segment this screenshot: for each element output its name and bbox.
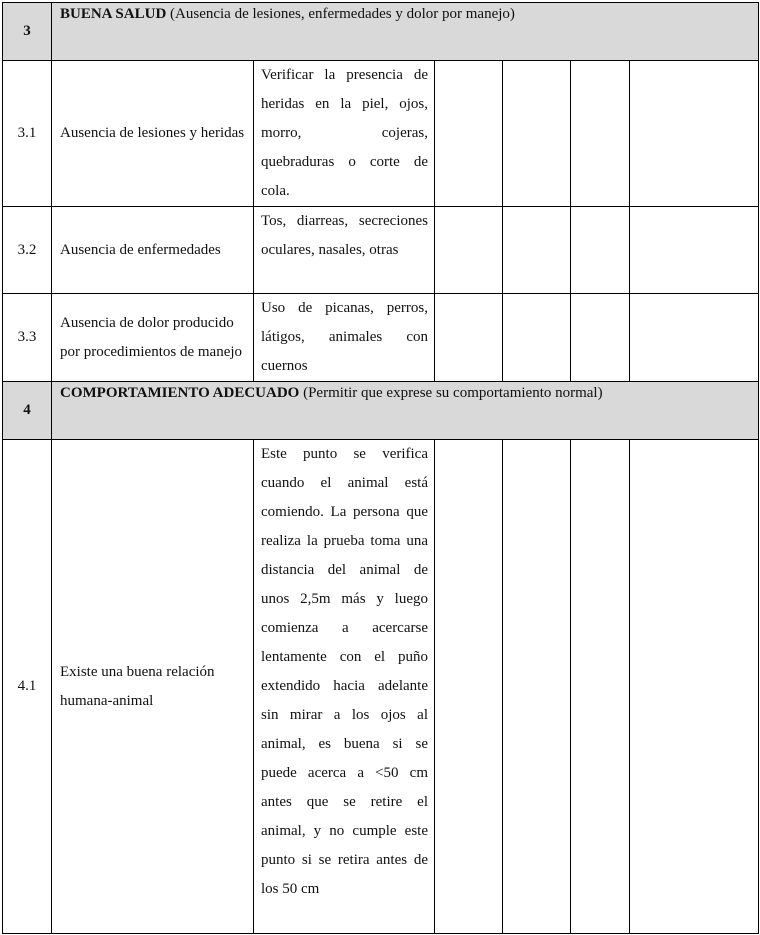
empty-cell [503,61,571,207]
empty-cell [435,207,503,294]
table-row [3,440,759,934]
empty-cell [571,440,630,934]
empty-cell [630,440,759,934]
empty-cell [435,294,503,382]
verification-cell: Uso de picanas, perros, látigos, animales con cuernos [254,294,435,382]
row-number: 3.2 [3,207,52,294]
section-title: COMPORTAMIENTO ADECUADO [60,385,300,401]
empty-cell [571,61,630,207]
assessment-table [2,2,759,934]
section-header-row [3,382,759,440]
section-title-cell [52,3,759,61]
empty-cell [435,440,503,934]
verification-cell: Este punto se verifica cuando el animal está comiendo. La persona que realiza la prueba toma una distancia del animal de unos 2,5m más y luego comienza a acercarse lentamente con el puño extendido hacia adelante sin mirar a los ojos al animal, es buena si se puede acerca a <50 cm antes que se retire el animal, y no cumple este punto si se retira antes de los 50 cm [254,440,435,934]
empty-cell [630,294,759,382]
section-subtitle: (Ausencia de lesiones, enfermedades y dolor por manejo) [170,6,515,22]
section-subtitle: (Permitir que exprese su comportamiento normal) [303,385,603,401]
table-row [3,61,759,207]
empty-cell [435,61,503,207]
section-title-cell [52,382,759,440]
empty-cell [571,207,630,294]
section-title: BUENA SALUD [60,6,167,22]
verification-cell: Tos, diarreas, secreciones oculares, nasales, otras [254,207,435,294]
section-header-row [3,3,759,61]
empty-cell [503,440,571,934]
empty-cell [571,294,630,382]
row-number: 3.1 [3,61,52,207]
verification-cell: Verificar la presencia de heridas en la piel, ojos, morro, cojeras, quebraduras o corte de cola. [254,61,435,207]
empty-cell [630,207,759,294]
item-cell: Ausencia de dolor producido por procedimientos de manejo [52,294,254,382]
item-cell: Ausencia de lesiones y heridas [52,61,254,207]
item-cell: Existe una buena relación humana-animal [52,440,254,934]
empty-cell [503,207,571,294]
empty-cell [630,61,759,207]
row-number: 3.3 [3,294,52,382]
section-number: 3 [3,3,52,61]
item-cell: Ausencia de enfermedades [52,207,254,294]
row-number: 4.1 [3,440,52,934]
table-row [3,294,759,382]
empty-cell [503,294,571,382]
table-row [3,207,759,294]
section-number: 4 [3,382,52,440]
